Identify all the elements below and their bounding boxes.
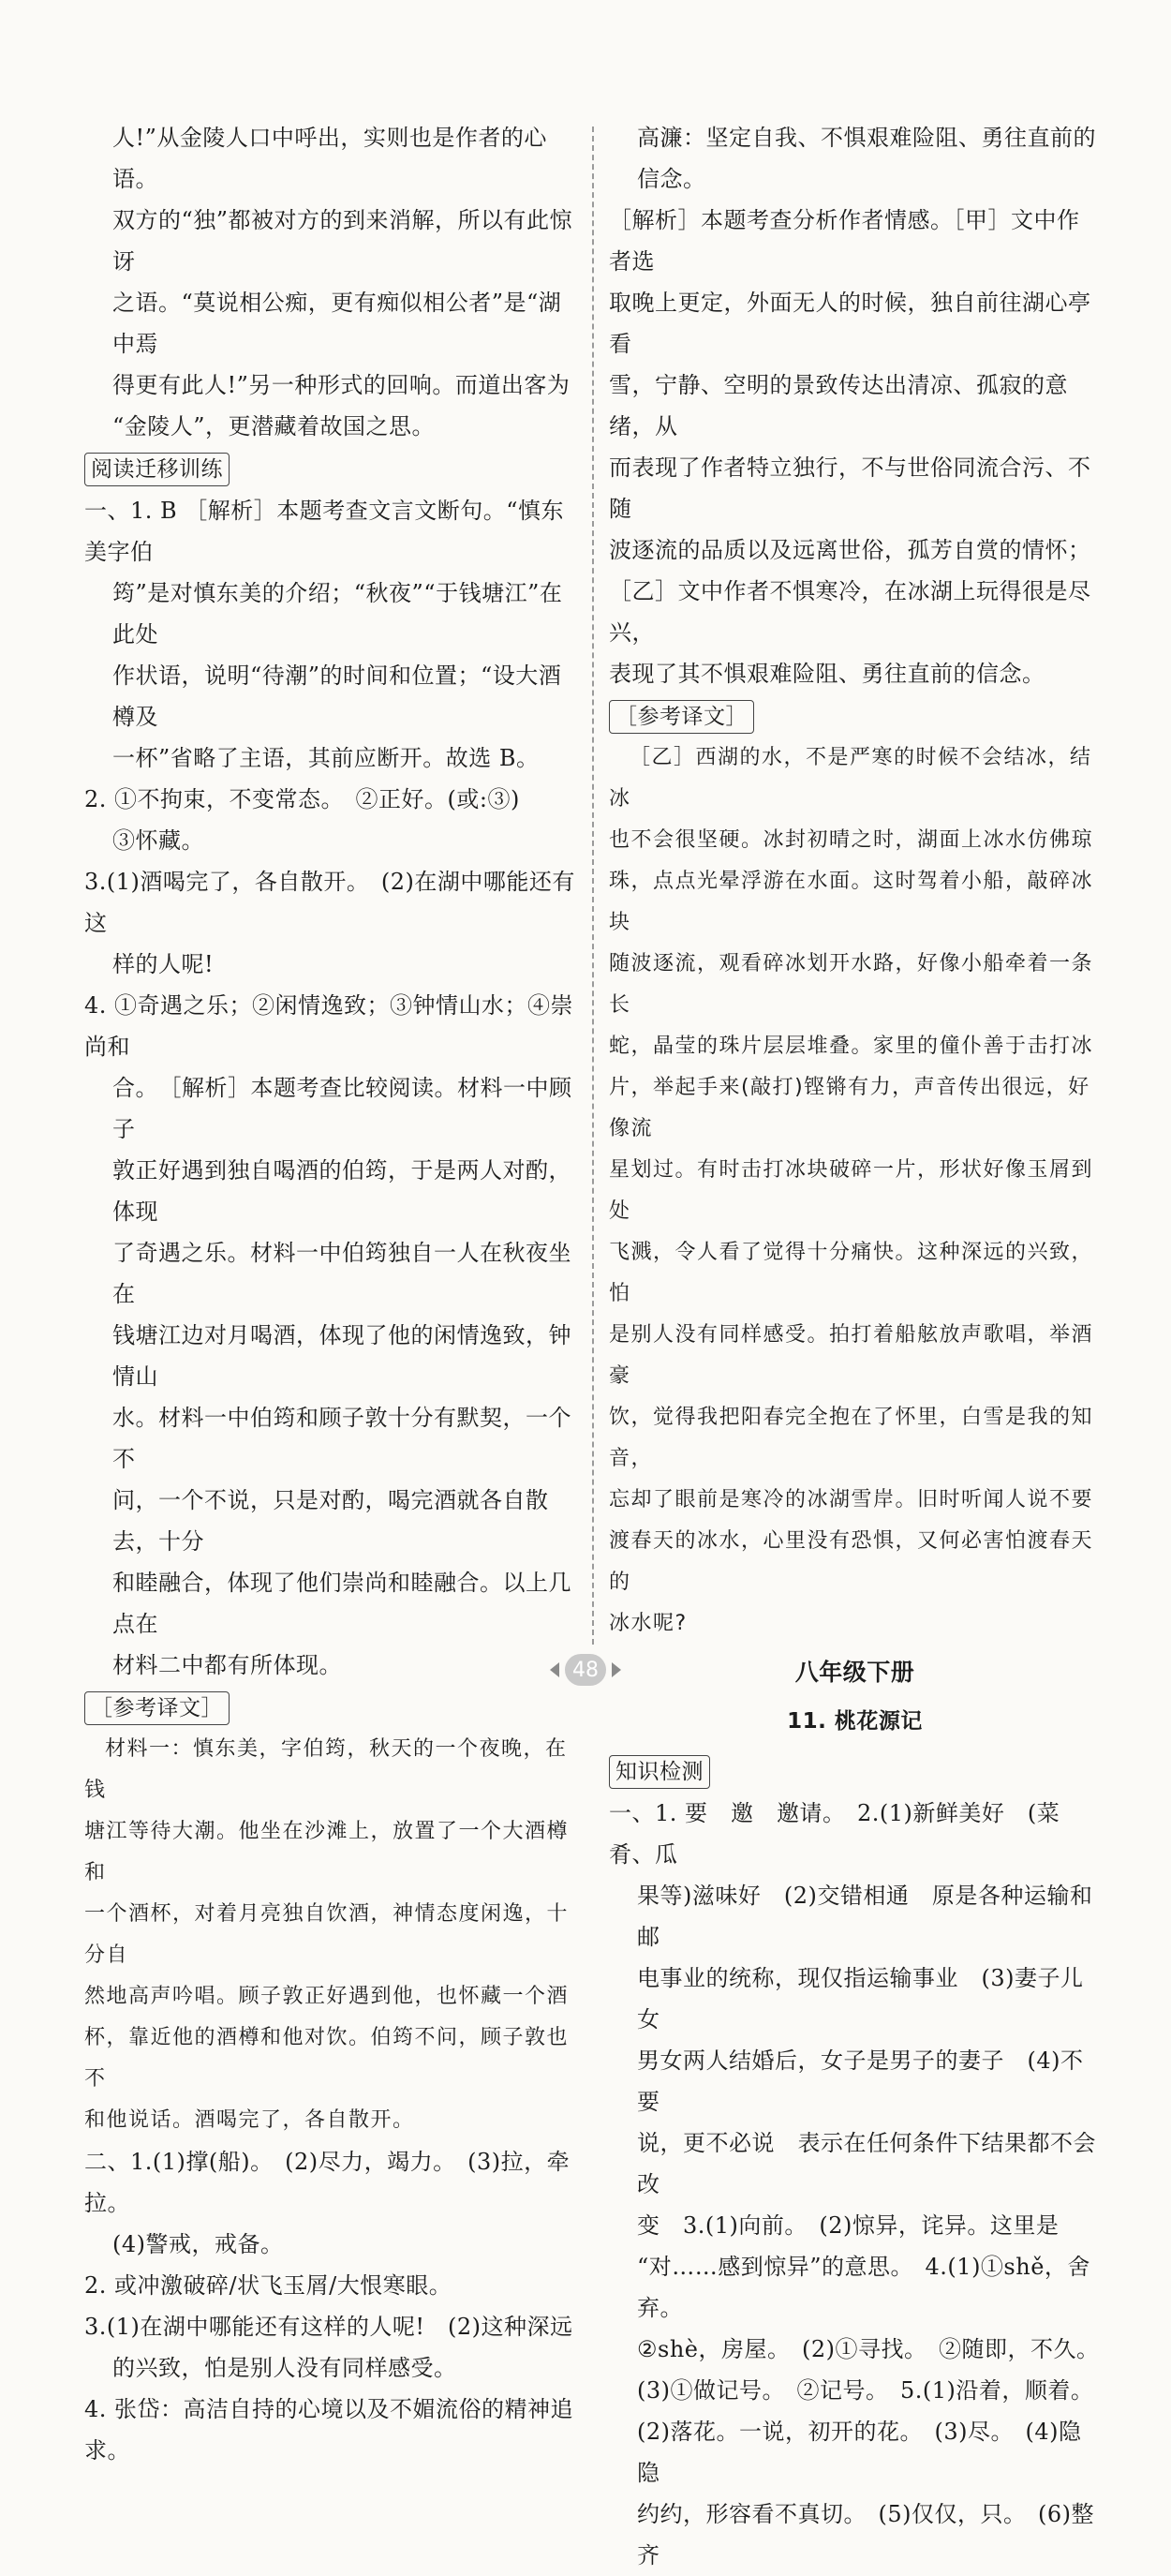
- text-line: ②shè，房屋。 (2)①寻找。 ②随即，不久。: [637, 2336, 1100, 2362]
- text-line: 4. 张岱：高洁自持的心境以及不媚流俗的精神追求。: [84, 2396, 574, 2464]
- text-line: 一杯”省略了主语，其前应断开。故选 B。: [112, 745, 540, 771]
- text-line: (2)落花。一说，初开的花。 (3)尽。 (4)隐隐: [637, 2419, 1082, 2486]
- text-line: 合。 ［解析］本题考查比较阅读。材料一中顾子: [112, 1075, 572, 1142]
- text-line: 2. ①不拘束，不变常态。 ②正好。(或:③): [84, 786, 520, 812]
- grade-heading: 八年级下册: [794, 1659, 915, 1686]
- text-line: 高濂：坚定自我、不惧艰难险阻、勇往直前的信念。: [637, 125, 1096, 192]
- page-number: 48: [565, 1654, 606, 1686]
- text-line: (3)①做记号。 ②记号。 5.(1)沿着，顺着。: [637, 2377, 1094, 2404]
- text-line: 一个酒杯，对着月亮独自饮酒，神情态度闲逸，十分自: [84, 1902, 570, 1967]
- text-line: 了奇遇之乐。材料一中伯筠独自一人在秋夜坐在: [112, 1240, 571, 1307]
- text-line: 材料一：慎东美，字伯筠，秋天的一个夜晚，在钱: [84, 1737, 568, 1802]
- text-line: 果等)滋味好 (2)交错相通 原是各种运输和邮: [637, 1883, 1093, 1950]
- text-line: 二、1.(1)撑(船)。 (2)尽力，竭力。 (3)拉，牵拉。: [84, 2149, 571, 2216]
- text-line: 饮，觉得我把阳春完全抱在了怀里，白雪是我的知音，: [609, 1406, 1094, 1470]
- text-line: 材料二中都有所体现。: [112, 1652, 342, 1678]
- text-line: 敦正好遇到独自喝酒的伯筠，于是两人对酌，体现: [112, 1157, 571, 1225]
- text-line: 一、1. B ［解析］本题考查文言文断句。“慎东美字伯: [84, 498, 565, 565]
- text-line: 是别人没有同样感受。拍打着船舷放声歌唱，举酒豪: [609, 1323, 1094, 1388]
- section-tag-reading-transfer: 阅读迁移训练: [84, 453, 230, 486]
- text-line: 取晚上更定，外面无人的时候，独自前往湖心亭看: [609, 290, 1091, 357]
- section-tag-reference-translation: ［参考译文］: [84, 1691, 230, 1725]
- text-line: ［乙］文中作者不惧寒冷，在冰湖上玩得很是尽兴，: [609, 578, 1091, 646]
- reference-translation: [84, 1729, 576, 2141]
- text-line: 冰水呢?: [609, 1612, 688, 1635]
- text-line: 雪，宁静、空明的景致传达出清凉、孤寂的意绪，从: [609, 372, 1068, 439]
- text-line: “对……感到惊异”的意思。 4.(1)①shě，舍弃。: [637, 2254, 1090, 2321]
- text-line: 而表现了作者特立独行，不与世俗同流合污、不随: [609, 454, 1091, 522]
- continued-analysis: [84, 117, 576, 447]
- question-3: [84, 861, 576, 985]
- text-line: 2. 或冲激破碎/状飞玉屑/大恨寒眼。: [84, 2272, 452, 2299]
- text-line: ［乙］西湖的水，不是严寒的时候不会结冰，结冰: [609, 746, 1092, 811]
- text-line: 塘江等待大潮。他坐在沙滩上，放置了一个大酒樽和: [84, 1820, 570, 1884]
- text-line: 蛇，晶莹的珠片层层堆叠。家里的僮仆善于击打冰: [609, 1035, 1094, 1058]
- text-line: (4)警戒，戒备。: [112, 2231, 284, 2257]
- text-line: 作状语，说明“待潮”的时间和位置；“设大酒樽及: [112, 663, 562, 730]
- text-line: 3.(1)酒喝完了，各自散开。 (2)在湖中哪能还有这: [84, 869, 575, 936]
- text-line: 钱塘江边对月喝酒，体现了他的闲情逸致，钟情山: [112, 1322, 571, 1390]
- reference-translation: [609, 737, 1101, 1645]
- right-column: [609, 117, 1101, 2569]
- right-arrow-icon: [612, 1662, 621, 1677]
- question-1: [84, 490, 576, 779]
- text-line: 样的人呢!: [112, 951, 215, 977]
- text-line: 星划过。有时击打冰块破碎一片，形状好像玉屑到处: [609, 1158, 1094, 1223]
- text-line: 约约，形容看不真切。 (5)仅仅，只。 (6)整齐: [637, 2501, 1094, 2569]
- text-line: 一、1. 要 邀 邀请。 2.(1)新鲜美好 (菜肴、瓜: [609, 1800, 1060, 1868]
- text-line: 电事业的统称，现仅指运输事业 (3)妻子儿女: [637, 1965, 1084, 2033]
- text-line: 杯，靠近他的酒樽和他对饮。伯筠不问，顾子敦也不: [84, 2026, 570, 2091]
- text-line: 和他说话。酒喝完了，各自散开。: [84, 2108, 415, 2132]
- text-line: 飞溅，令人看了觉得十分痛快。这种深远的兴致，怕: [609, 1241, 1094, 1305]
- text-line: 说，更不必说 表示在任何条件下结果都不会改: [637, 2130, 1096, 2197]
- text-line: 珠，点点光晕浮游在水面。这时驾着小船，敲碎冰块: [609, 870, 1094, 934]
- question-2: [84, 779, 576, 861]
- section-two: [84, 2141, 576, 2471]
- text-line: 渡春天的冰水，心里没有恐惧，又何必害怕渡春天的: [609, 1529, 1094, 1594]
- text-line: 忘却了眼前是寒冷的冰湖雪岸。旧时听闻人说不要: [609, 1488, 1094, 1511]
- knowledge-answers: [609, 1793, 1101, 2576]
- text-line: “金陵人”，更潜藏着故国之思。: [112, 413, 436, 439]
- page-number-badge: [539, 1651, 632, 1689]
- text-line: 男女两人结婚后，女子是男子的妻子 (4)不要: [637, 2047, 1084, 2115]
- text-line: 表现了其不惧艰难险阻、勇往直前的信念。: [609, 661, 1045, 687]
- text-line: 随波逐流，观看碎冰划开水路，好像小船牵着一条长: [609, 952, 1094, 1017]
- section-tag-knowledge-check: 知识检测: [609, 1755, 710, 1789]
- text-line: 3.(1)在湖中哪能还有这样的人呢! (2)这种深远: [84, 2314, 573, 2340]
- lesson-title: 11. 桃花源记: [787, 1709, 923, 1734]
- text-line: ［解析］本题考查分析作者情感。［甲］文中作者选: [609, 207, 1080, 275]
- left-column: [84, 117, 576, 2464]
- text-line: 也不会很坚硬。冰封初晴之时，湖面上冰水仿佛琼: [609, 828, 1094, 852]
- text-line: 得更有此人!”另一种形式的回响。而道出客为: [112, 372, 571, 398]
- section-tag-reference-translation: ［参考译文］: [609, 700, 754, 734]
- text-line: 波逐流的品质以及远离世俗，孤芳自赏的情怀；: [609, 537, 1091, 563]
- text-line: 变 3.(1)向前。 (2)惊异，诧异。这里是: [637, 2212, 1060, 2239]
- text-line: 然地高声吟唱。顾子敦正好遇到他，也怀藏一个酒: [84, 1985, 570, 2008]
- text-line: 问，一个不说，只是对酌，喝完酒就各自散去，十分: [112, 1487, 549, 1555]
- text-line: 水。材料一中伯筠和顾子敦十分有默契，一个不: [112, 1405, 571, 1472]
- question-4: [84, 985, 576, 1686]
- analysis-block: [609, 200, 1101, 694]
- text-line: 片，举起手来(敲打)铿锵有力，声音传出很远，好像流: [609, 1076, 1090, 1140]
- text-line: 之语。“莫说相公痴，更有痴似相公者”是“湖中焉: [112, 290, 562, 357]
- text-line: 和睦融合，体现了他们崇尚和睦融合。以上几点在: [112, 1570, 571, 1637]
- text-line: 4. ①奇遇之乐；②闲情逸致；③钟情山水；④崇尚和: [84, 992, 574, 1060]
- text-line: 筠”是对慎东美的介绍；“秋夜”“于钱塘江”在此处: [112, 580, 563, 648]
- text-line: 的兴致，怕是别人没有同样感受。: [112, 2355, 457, 2381]
- text-line: 人!”从金陵人口中呼出，实则也是作者的心语。: [112, 125, 547, 192]
- text-line: 双方的“独”都被对方的到来消解，所以有此惊讶: [112, 207, 573, 275]
- text-line: ③怀藏。: [112, 827, 204, 854]
- column-divider: [592, 127, 594, 1645]
- left-arrow-icon: [550, 1662, 559, 1677]
